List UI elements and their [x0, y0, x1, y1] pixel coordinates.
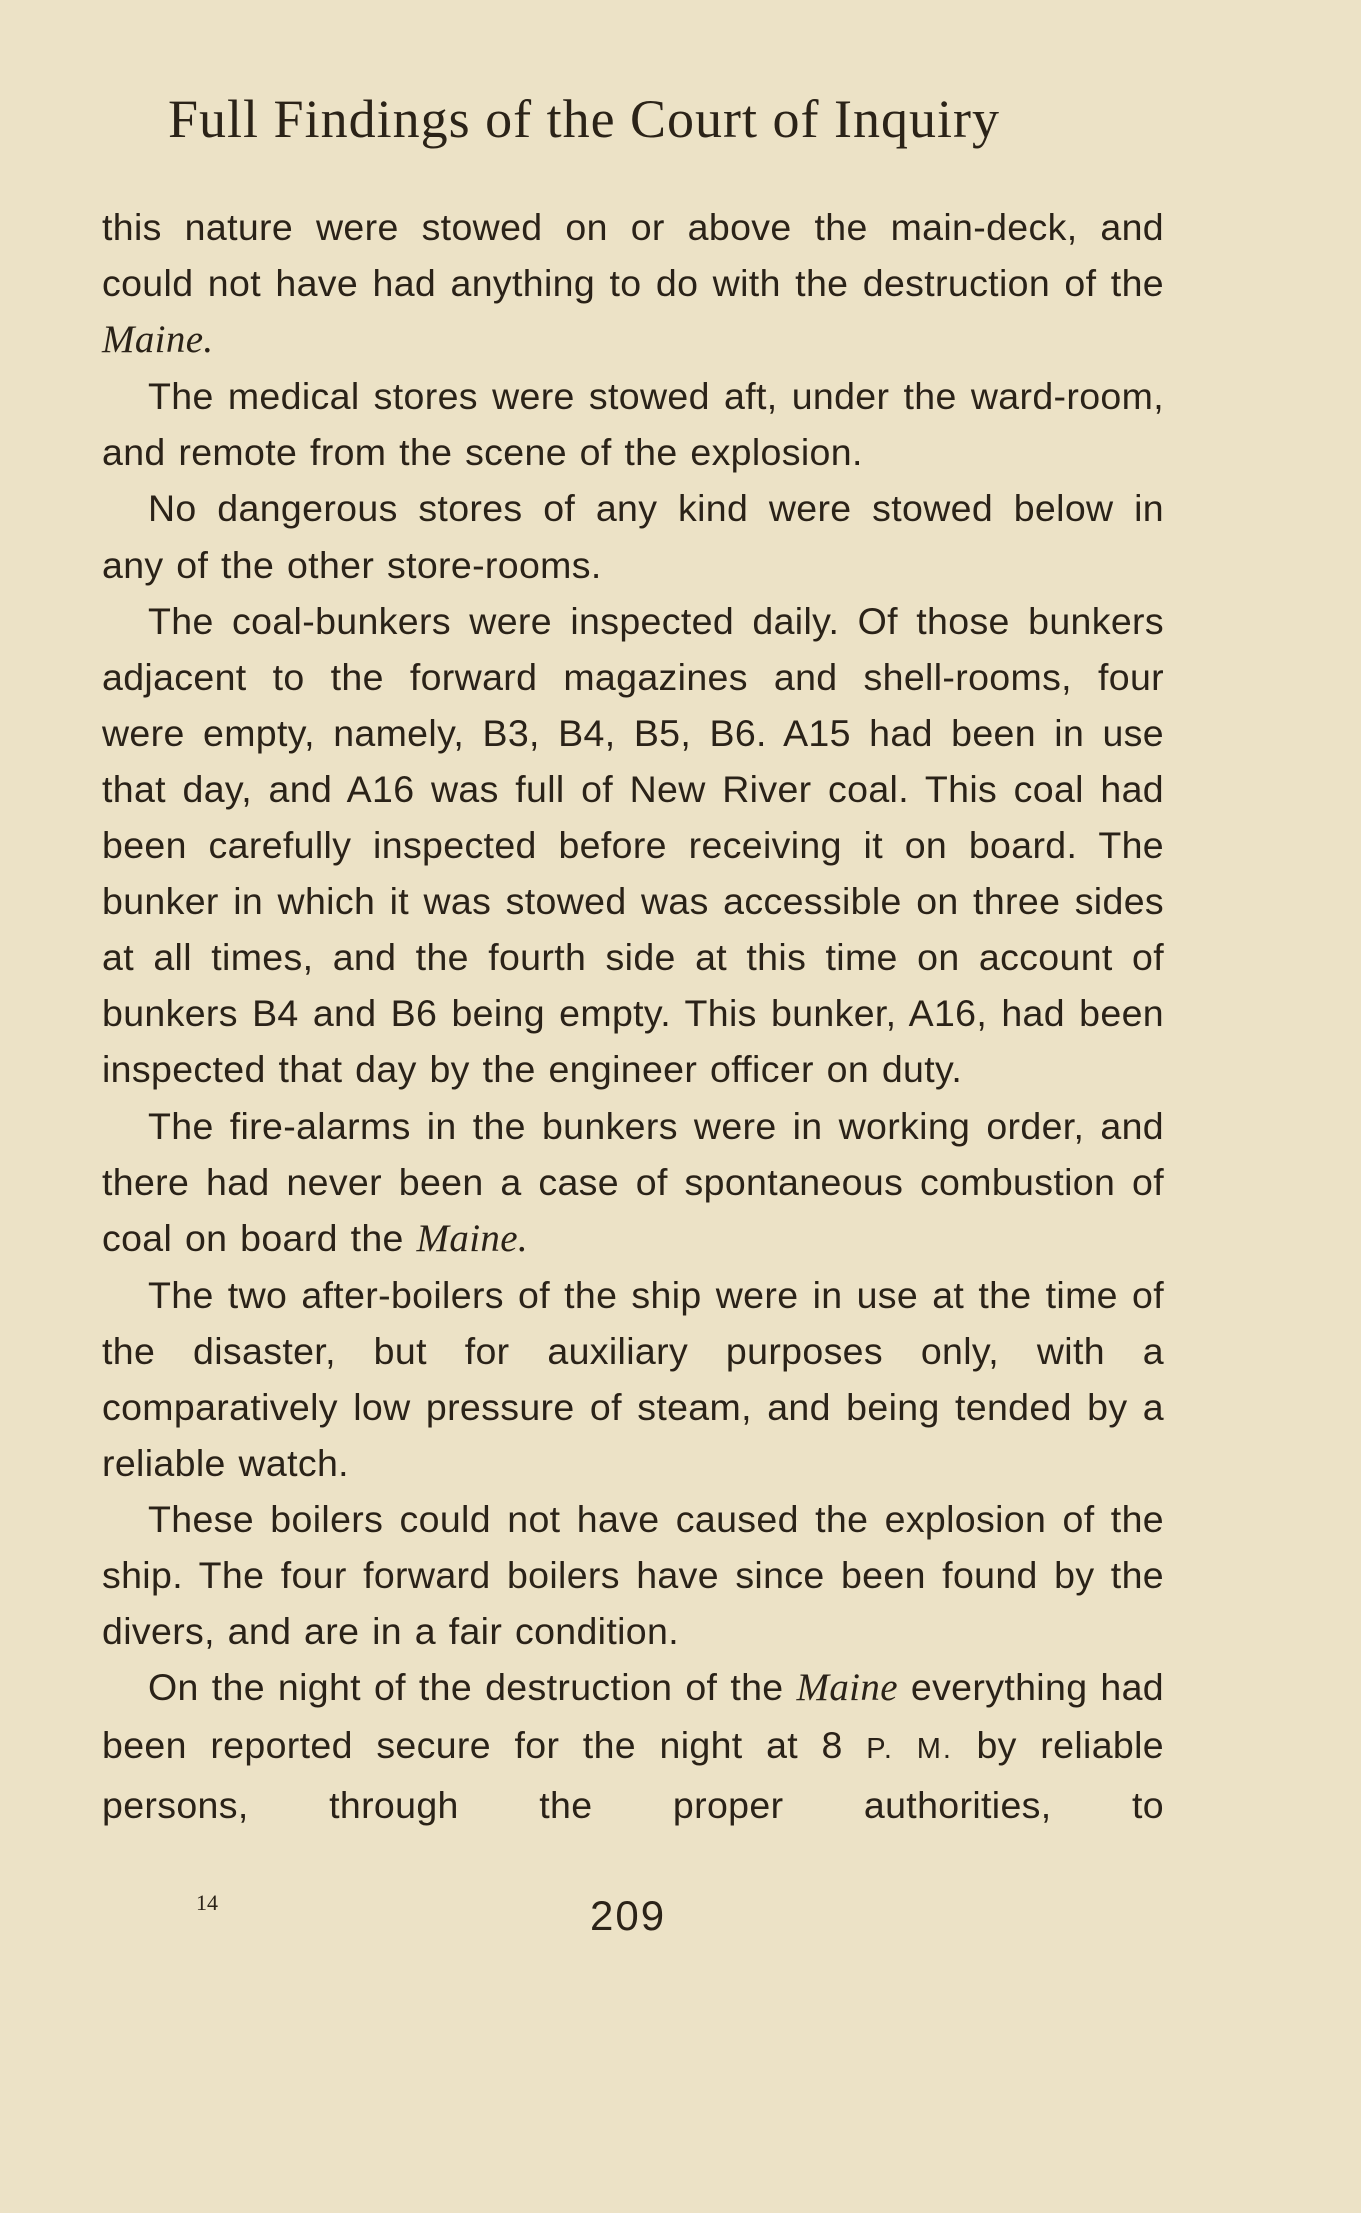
running-head: Full Findings of the Court of Inquiry: [168, 89, 1000, 149]
paragraph-6: The two after-boilers of the ship were in use at the time of the disaster, but for auxiliary purposes only, with a comparatively low pressure of steam, and being tended by a reliable watch.: [102, 1273, 1164, 1485]
ship-name-italic: Maine.: [102, 318, 214, 362]
paragraph-text: On the night of the destruction of the: [148, 1666, 797, 1709]
paragraph-8: [102, 1659, 1164, 1832]
body-text: [102, 199, 1164, 1833]
paragraph-4: The coal-bunkers were inspected daily. Of those bunkers adjacent to the forward magazines and shell-rooms, four were empty, namely, B3, B4, B5, B6. A15 had been in use that day, and A16 was full of New River coal. This coal had been carefully inspected before receiving it on board. The bunker in which it was stowed was accessible on three sides at all times, and the fourth side at this time on account of bunkers B4 and B6 being empty. This bunker, A16, had been inspected that day by the engineer officer on duty.: [102, 599, 1164, 1091]
paragraph-3: No dangerous stores of any kind were stowed below in any of the other store-rooms.: [102, 487, 1164, 586]
signature-mark: 14: [196, 1890, 218, 1915]
paragraph-7: These boilers could not have caused the explosion of the ship. The four forward boilers have since been found by the divers, and are in a fair condition.: [102, 1498, 1164, 1653]
paragraph-1: [102, 199, 1164, 368]
paragraph-2: The medical stores were stowed aft, under the ward-room, and remote from the scene of the explosion.: [102, 375, 1164, 474]
paragraph-text: this nature were stowed on or above the main-deck, and could not have had anything to do with the destruction of the: [102, 206, 1164, 305]
paragraph-text: The fire-alarms in the bunkers were in working order, and there had never been a case of spontaneous combustion of coal on board the: [102, 1104, 1164, 1259]
time-small-caps: P. M.: [866, 1732, 953, 1765]
ship-name-italic: Maine.: [416, 1216, 529, 1260]
page-number: 209: [590, 1892, 667, 1939]
ship-name-italic: Maine: [796, 1666, 898, 1710]
paragraph-text: everything had been reported secure for the night at 8: [102, 1666, 1165, 1766]
paragraph-5: [102, 1098, 1164, 1267]
paragraph-text: by reliable persons, through the proper authorities, to: [102, 1723, 1164, 1826]
